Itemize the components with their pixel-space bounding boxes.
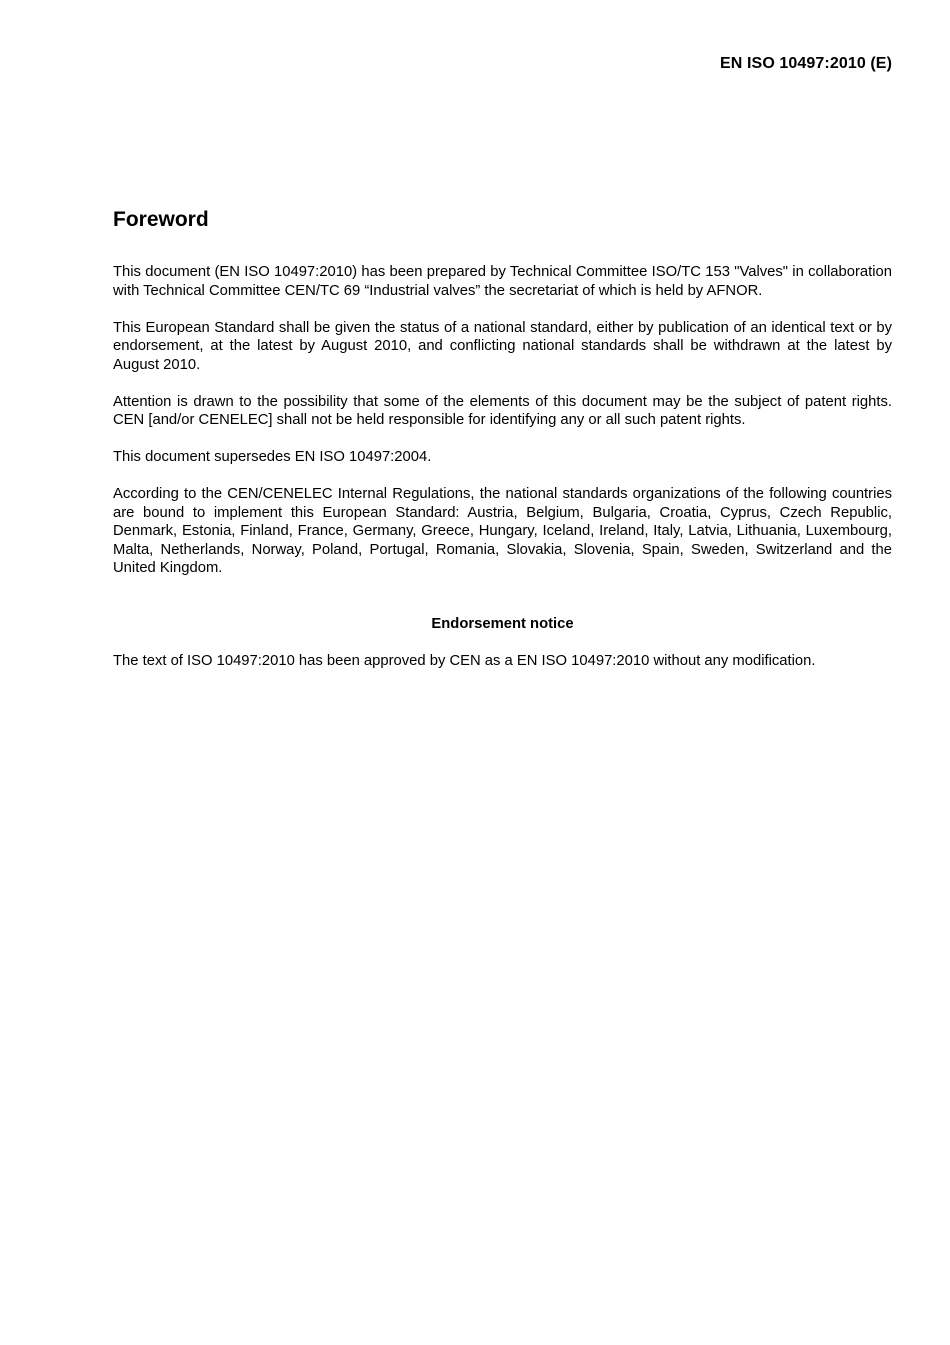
page-content: [113, 205, 892, 689]
foreword-paragraph-patent-rights: Attention is drawn to the possibility that some of the elements of this document may be the subject of patent rights. CEN [and/or CENELEC] shall not be held responsible for identifying any or all such patent rights.: [113, 393, 892, 428]
foreword-paragraph-status: This European Standard shall be given the status of a national standard, either by publication of an identical text or by endorsement, at the latest by August 2010, and conflicting national standards shall be withdrawn at the latest by August 2010.: [113, 319, 892, 373]
document-id-header: EN ISO 10497:2010 (E): [720, 55, 892, 72]
endorsement-notice-heading: Endorsement notice: [431, 615, 574, 632]
foreword-paragraph-preparation: This document (EN ISO 10497:2010) has been prepared by Technical Committee ISO/TC 153 "Valves" in collaboration with Technical Committee CEN/TC 69 “Industrial valves” the secretariat of which is held by AFNOR.: [113, 264, 892, 299]
foreword-paragraph-supersedes: This document supersedes EN ISO 10497:2004.: [113, 449, 432, 465]
foreword-paragraph-regulations: According to the CEN/CENELEC Internal Regulations, the national standards organizations of the following countries are bound to implement this European Standard: Austria, Belgium, Bulgaria, Croatia, Cyprus, Czech Republic, Denmark, Estonia, Finland, France, Germany, Greece, Hungary, Iceland, Ireland, Italy, Latvia, Lithuania, Luxembourg, Malta, Netherlands, Norway, Poland, Portugal, Romania, Slovakia, Slovenia, Spain, Sweden, Switzerland and the United Kingdom.: [113, 486, 892, 576]
endorsement-notice-text: The text of ISO 10497:2010 has been approved by CEN as a EN ISO 10497:2010 without any modification.: [113, 652, 816, 669]
page-title: Foreword: [113, 208, 209, 231]
